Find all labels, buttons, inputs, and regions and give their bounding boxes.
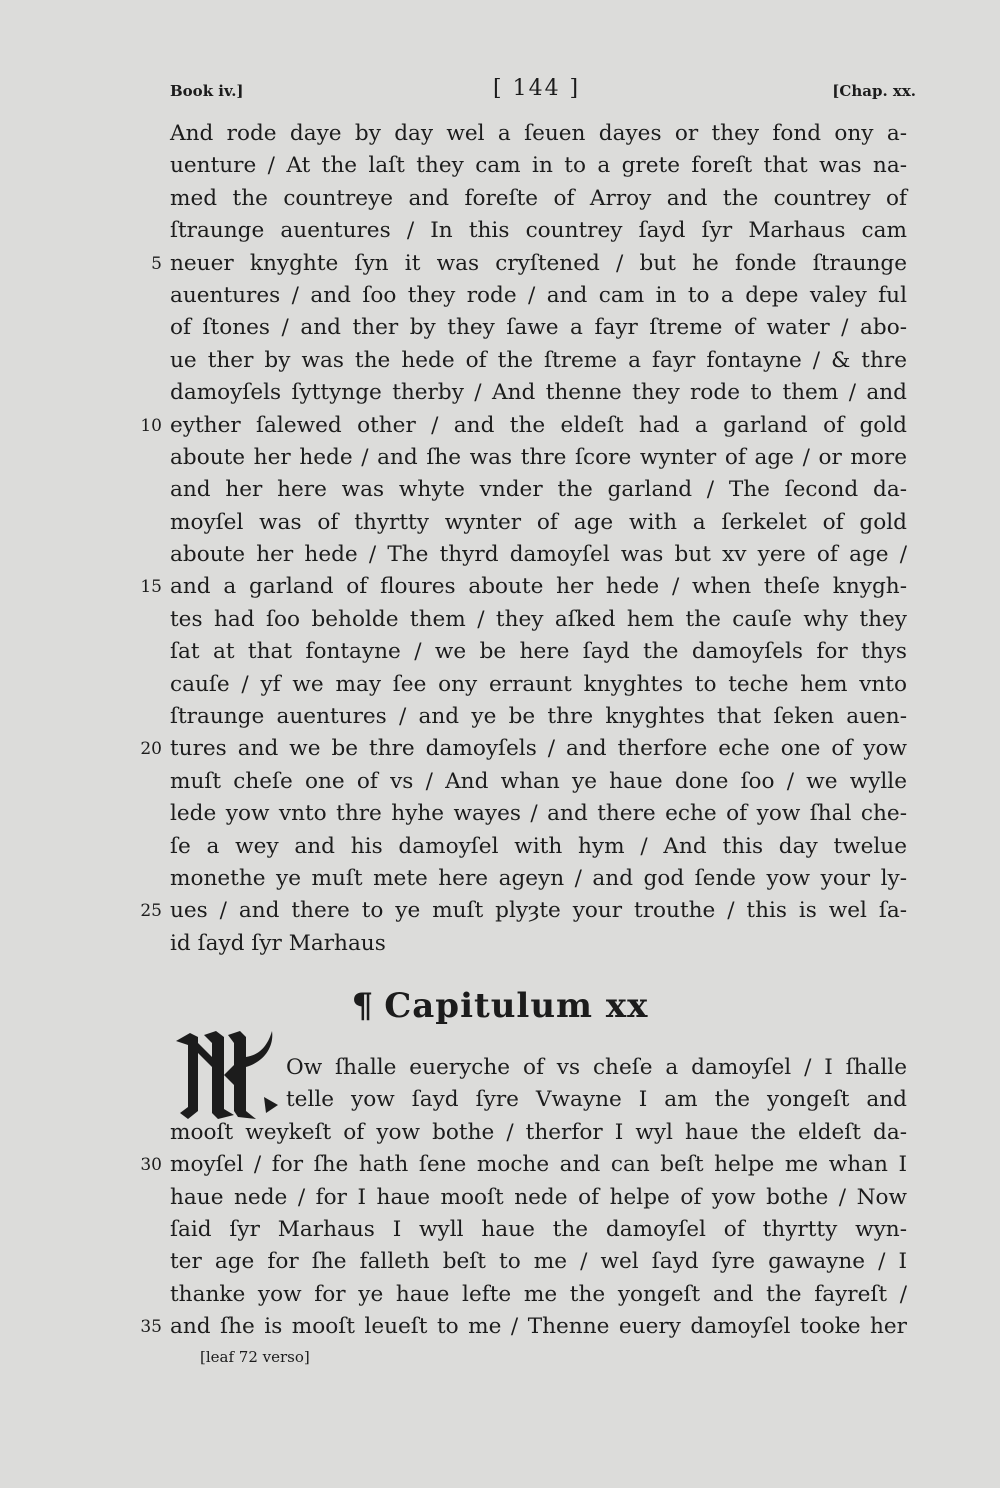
line-text: haue nede / for I haue mooſt nede of helpe of yow bothe / Now <box>170 1184 907 1210</box>
text-line <box>0 1311 1000 1343</box>
pilcrow-mark: ¶ <box>351 986 375 1026</box>
line-text: uenture / At the laſt they cam in to a grete foreſt that was na- <box>170 153 907 179</box>
text-line <box>0 1214 1000 1246</box>
text-line <box>0 1149 1000 1181</box>
text-block-previous-chapter <box>0 118 1000 960</box>
line-text: mooſt weykeſt of yow bothe / therfor I wyl haue the eldeſt da- <box>170 1119 907 1145</box>
line-text: muſt cheſe one of vs / And whan ye haue done ſoo / we wylle <box>170 768 907 794</box>
text-line <box>0 118 1000 150</box>
line-number: 15 <box>140 577 162 598</box>
line-text: aboute her hede / and ſhe was thre ſcore wynter of age / or more <box>170 444 907 470</box>
line-number: 20 <box>140 739 162 760</box>
line-text: damoyſels ſyttynge therby / And thenne they rode to them / and <box>170 380 907 406</box>
text-line <box>0 571 1000 603</box>
text-line <box>0 442 1000 474</box>
line-text: cauſe / yf we may ſee ony erraunt knyghtes to teche hem vnto <box>170 671 907 697</box>
text-line <box>0 539 1000 571</box>
line-text: neuer knyghte ſyn it was cryſtened / but he fonde ſtraunge <box>170 250 907 276</box>
line-text: monethe ye muſt mete here ageyn / and god ſende yow your ly- <box>170 865 907 891</box>
text-line <box>0 280 1000 312</box>
text-line <box>0 798 1000 830</box>
line-number: 5 <box>151 253 162 274</box>
line-text: thanke yow for ye haue lefte me the yongeſt and the fayreſt / <box>170 1281 907 1307</box>
text-line <box>0 928 1000 960</box>
line-text: moyſel / for ſhe hath ſene moche and can beſt helpe me whan I <box>170 1152 907 1178</box>
text-line <box>0 701 1000 733</box>
line-text: tures and we be thre damoyſels / and therfore eche one of yow <box>170 736 907 762</box>
page-number: [ 144 ] <box>493 76 581 101</box>
line-text: telle yow ſayd ſyre Vwayne I am the yongeſt and <box>286 1087 907 1113</box>
line-text: and ſhe is mooſt leueſt to me / Thenne euery damoyſel tooke her <box>170 1314 907 1340</box>
line-number: 35 <box>140 1317 162 1338</box>
line-number: 10 <box>140 415 162 436</box>
text-line <box>0 1279 1000 1311</box>
line-number: 30 <box>140 1155 162 1176</box>
text-line <box>0 377 1000 409</box>
running-head-book: Book iv.] <box>170 82 244 100</box>
text-line <box>0 1084 1000 1116</box>
line-text: ſtraunge auentures / In this countrey ſayd ſyr Marhaus cam <box>170 218 907 244</box>
line-text: and a garland of floures aboute her hede / when theſe knygh- <box>170 574 907 600</box>
text-line <box>0 150 1000 182</box>
text-line <box>0 1246 1000 1278</box>
text-line <box>0 1182 1000 1214</box>
text-line <box>0 636 1000 668</box>
text-line <box>0 474 1000 506</box>
line-text: of ſtones / and ther by they ſawe a fayr ſtreme of water / abo- <box>170 315 907 341</box>
line-text: And rode daye by day wel a ſeuen dayes or they fond ony a- <box>170 121 907 146</box>
line-text: ter age for ſhe falleth beſt to me / wel ſayd ſyre gawayne / I <box>170 1249 907 1275</box>
text-block-chapter-xx <box>0 1052 1000 1344</box>
line-number: 25 <box>140 901 162 922</box>
line-text: ſtraunge auentures / and ye be thre knyghtes that ſeken auen- <box>170 704 907 730</box>
text-line <box>0 345 1000 377</box>
line-text: med the countreye and foreſte of Arroy and the countrey of <box>170 185 907 211</box>
text-line <box>0 410 1000 442</box>
running-head <box>170 76 916 106</box>
leaf-note: [leaf 72 verso] <box>200 1348 310 1366</box>
line-text: auentures / and ſoo they rode / and cam in to a depe valey ful <box>170 282 907 308</box>
chapter-heading <box>0 986 1000 1026</box>
text-line <box>0 766 1000 798</box>
text-line <box>0 895 1000 927</box>
line-text: tes had ſoo beholde them / they aſked hem the cauſe why they <box>170 606 907 632</box>
line-text: lede yow vnto thre hyhe wayes / and there eche of yow ſhal che- <box>170 801 907 827</box>
text-line <box>0 604 1000 636</box>
line-text: ſe a wey and his damoyſel with hym / And this day twelue <box>170 833 907 859</box>
text-line <box>0 507 1000 539</box>
text-line <box>0 669 1000 701</box>
line-text: aboute her hede / The thyrd damoyſel was but xv yere of age / <box>170 542 907 568</box>
text-line <box>0 863 1000 895</box>
line-text: moyſel was of thyrtty wynter of age with a ſerkelet of gold <box>170 509 907 535</box>
text-line <box>0 248 1000 280</box>
text-line <box>0 183 1000 215</box>
text-line <box>0 733 1000 765</box>
chapter-title: Capitulum xx <box>384 986 649 1026</box>
line-text: ue ther by was the hede of the ſtreme a fayr fontayne / & thre <box>170 347 907 373</box>
line-text: eyther ſalewed other / and the eldeſt had a garland of gold <box>170 412 907 438</box>
line-text: ſat at that fontayne / we be here ſayd the damoyſels for thys <box>170 639 907 665</box>
line-text: and her here was whyte vnder the garland / The ſecond da- <box>170 477 907 503</box>
text-line <box>0 312 1000 344</box>
line-text: ſaid ſyr Marhaus I wyll haue the damoyſel of thyrtty wyn- <box>170 1216 907 1242</box>
text-line <box>0 1117 1000 1149</box>
running-head-chapter: [Chap. xx. <box>832 82 916 100</box>
text-line <box>0 831 1000 863</box>
line-text: Ow ſhalle eueryche of vs cheſe a damoyſel / I ſhalle <box>286 1055 907 1080</box>
text-line <box>0 1052 1000 1084</box>
text-line <box>0 215 1000 247</box>
line-text: ues / and there to ye muſt plyȝte your trouthe / this is wel ſa- <box>170 898 907 924</box>
line-text: id ſayd ſyr Marhaus <box>170 930 386 956</box>
